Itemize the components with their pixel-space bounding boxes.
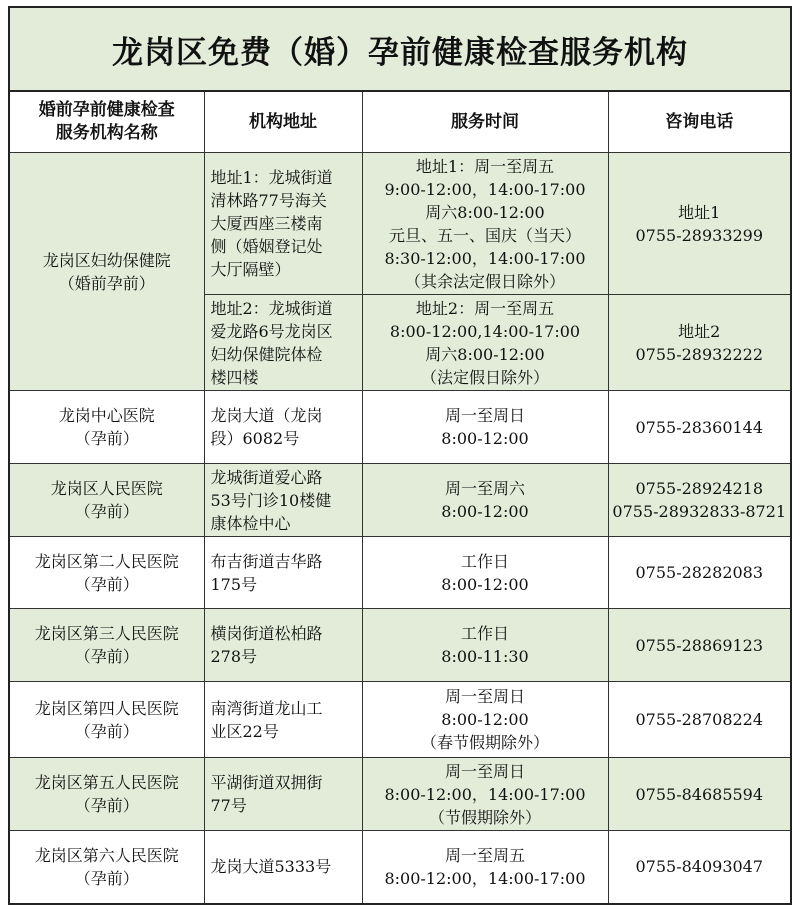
table-row	[10, 758, 790, 831]
service-hours: 周一至周日 8:00-12:00 （春节假期除外）	[362, 682, 608, 758]
institution-address: 布吉街道吉华路 175号	[204, 537, 362, 609]
header-phone: 咨询电话	[608, 92, 790, 153]
institution-address: 南湾街道龙山工 业区22号	[204, 682, 362, 758]
service-hours: 地址1：周一至周五 9:00-12:00，14:00-17:00 周六8:00-12:00 元旦、五一、国庆（当天） 8:30-12:00，14:00-17:00 （其余法定假日除外）	[362, 153, 608, 295]
phone-number: 0755-28282083	[608, 537, 790, 609]
phone-number: 0755-84685594	[608, 758, 790, 831]
phone-number: 0755-84093047	[608, 831, 790, 903]
institution-name: 龙岗区第四人民医院 （孕前）	[10, 682, 204, 758]
table-row	[10, 831, 790, 903]
service-table-sheet	[8, 6, 792, 905]
service-hours: 周一至周日 8:00-12:00，14:00-17:00 （节假期除外）	[362, 758, 608, 831]
institution-name: 龙岗区第二人民医院 （孕前）	[10, 537, 204, 609]
institution-name: 龙岗区人民医院 （孕前）	[10, 464, 204, 537]
institution-address: 地址1：龙城街道 清林路77号海关 大厦西座三楼南 侧（婚姻登记处 大厅隔壁）	[204, 153, 362, 295]
institution-address: 龙岗大道（龙岗 段）6082号	[204, 391, 362, 464]
institution-name: 龙岗区第三人民医院 （孕前）	[10, 609, 204, 682]
institution-address: 龙城街道爱心路 53号门诊10楼健 康体检中心	[204, 464, 362, 537]
table-row	[10, 153, 790, 295]
phone-number: 地址1 0755-28933299	[608, 153, 790, 295]
service-hours: 周一至周六 8:00-12:00	[362, 464, 608, 537]
header-name: 婚前孕前健康检查 服务机构名称	[10, 92, 204, 153]
table-row	[10, 464, 790, 537]
phone-number: 0755-28708224	[608, 682, 790, 758]
phone-number: 0755-28869123	[608, 609, 790, 682]
institution-address: 平湖街道双拥街 77号	[204, 758, 362, 831]
institution-name: 龙岗中心医院 （孕前）	[10, 391, 204, 464]
institution-address: 龙岗大道5333号	[204, 831, 362, 903]
service-hours: 周一至周五 8:00-12:00，14:00-17:00	[362, 831, 608, 903]
table-row	[10, 537, 790, 609]
header-row	[10, 92, 790, 153]
phone-number: 地址2 0755-28932222	[608, 295, 790, 391]
phone-number: 0755-28360144	[608, 391, 790, 464]
institution-table	[10, 92, 790, 903]
institution-address: 横岗街道松柏路 278号	[204, 609, 362, 682]
institution-name: 龙岗区妇幼保健院 （婚前孕前）	[10, 153, 204, 391]
service-hours: 工作日 8:00-12:00	[362, 537, 608, 609]
phone-number: 0755-28924218 0755-28932833-8721	[608, 464, 790, 537]
header-hours: 服务时间	[362, 92, 608, 153]
institution-name: 龙岗区第五人民医院 （孕前）	[10, 758, 204, 831]
institution-address: 地址2：龙城街道 爱龙路6号龙岗区 妇幼保健院体检 楼四楼	[204, 295, 362, 391]
page-title: 龙岗区免费（婚）孕前健康检查服务机构	[10, 8, 790, 92]
table-row	[10, 609, 790, 682]
header-address: 机构地址	[204, 92, 362, 153]
table-row	[10, 391, 790, 464]
institution-name: 龙岗区第六人民医院 （孕前）	[10, 831, 204, 903]
table-row	[10, 682, 790, 758]
service-hours: 工作日 8:00-11:30	[362, 609, 608, 682]
service-hours: 周一至周日 8:00-12:00	[362, 391, 608, 464]
service-hours: 地址2：周一至周五 8:00-12:00,14:00-17:00 周六8:00-12:00 （法定假日除外）	[362, 295, 608, 391]
